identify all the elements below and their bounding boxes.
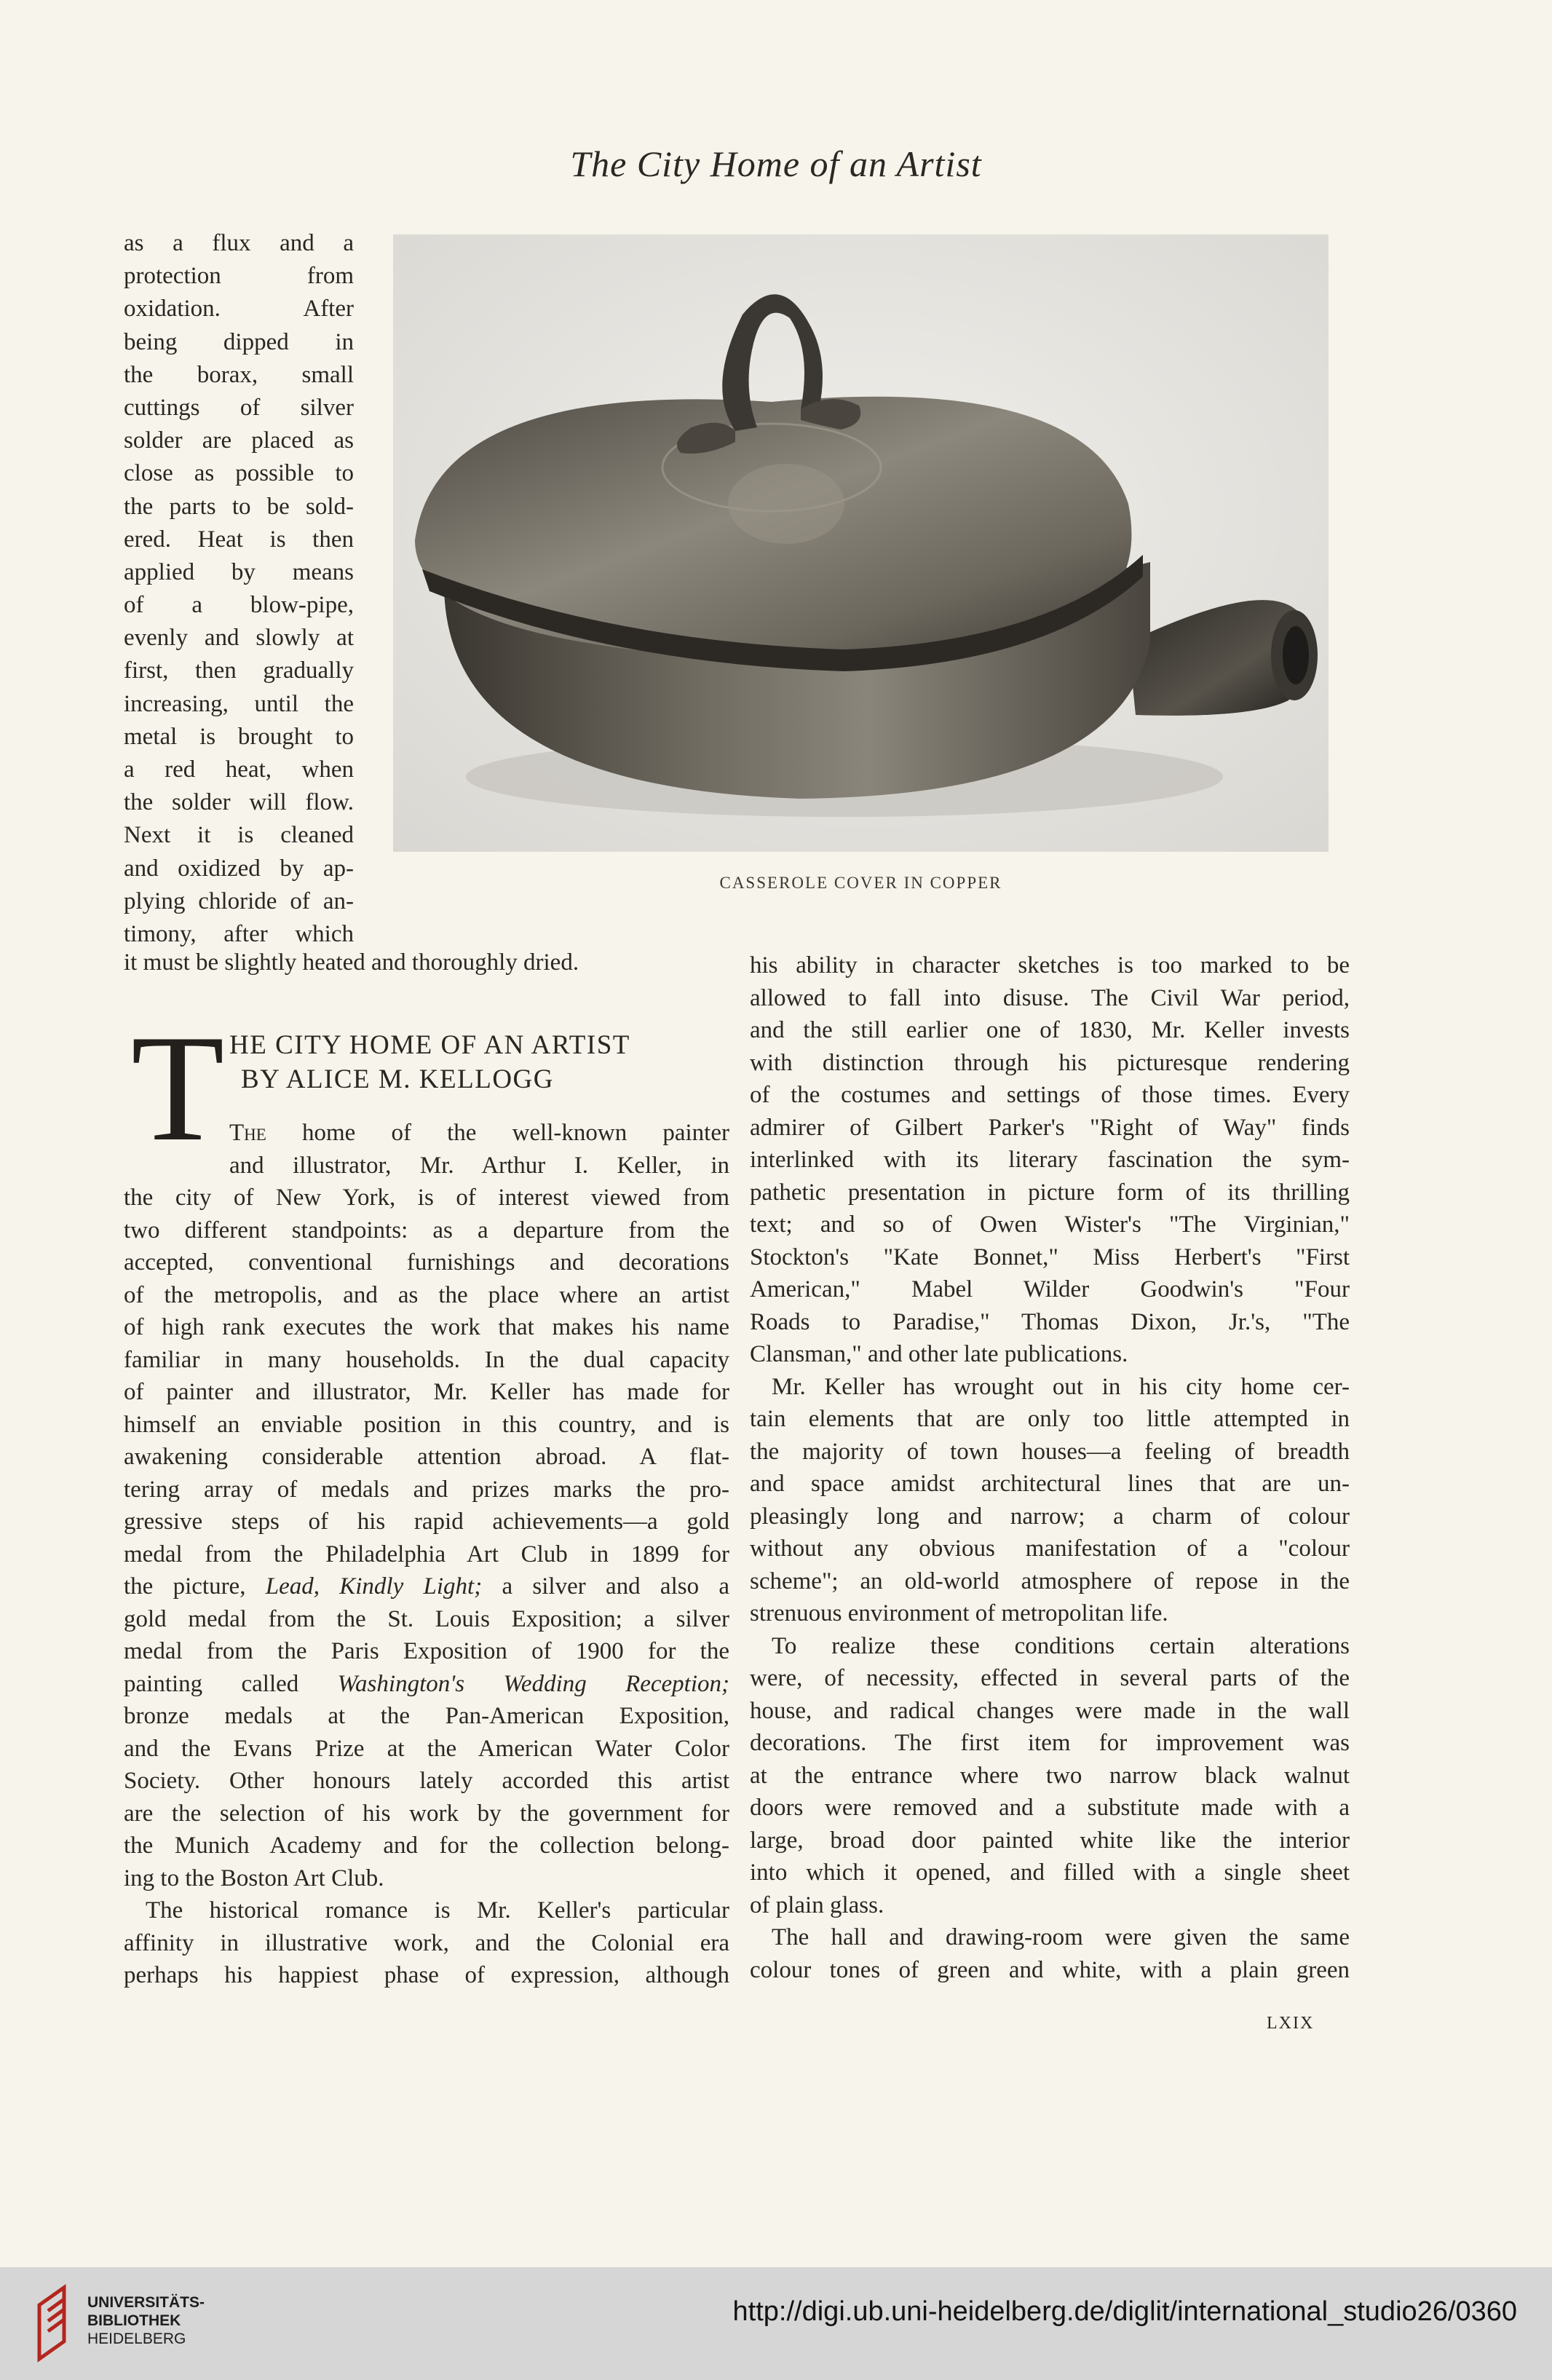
text-line bbox=[750, 1371, 1350, 1404]
text-line: timony, after which bbox=[124, 920, 354, 947]
text-line: evenly and slowly at bbox=[124, 625, 354, 652]
text-run: Roads to Paradise," Thomas Dixon, Jr.'s, "The bbox=[750, 1308, 1350, 1335]
text-line: plying chloride of an- bbox=[124, 887, 354, 914]
text-line bbox=[750, 1436, 1350, 1468]
text-line: the solder will flow. bbox=[124, 789, 354, 816]
right-column bbox=[750, 949, 1350, 1986]
text-line bbox=[750, 1209, 1350, 1241]
text-run: house, and radical changes were made in the wall bbox=[750, 1697, 1350, 1724]
text-run: medal from the Paris Exposition of 1900 for the bbox=[124, 1638, 729, 1664]
text-line bbox=[750, 1338, 1350, 1371]
text-line bbox=[750, 1144, 1350, 1177]
text-run: decorations. The first item for improvement was bbox=[750, 1730, 1350, 1756]
text-line bbox=[750, 1662, 1350, 1695]
text-line bbox=[750, 982, 1350, 1015]
text-run: accepted, conventional furnishings and decorations bbox=[124, 1249, 729, 1276]
text-run: Mr. Keller has wrought out in his city home cer- bbox=[772, 1373, 1350, 1400]
text-line bbox=[124, 1474, 729, 1506]
text-run: and the still earlier one of 1830, Mr. Keller invests bbox=[750, 1017, 1350, 1043]
text-line bbox=[124, 1668, 729, 1701]
text-line bbox=[124, 1894, 729, 1927]
text-line bbox=[750, 1501, 1350, 1533]
text-line bbox=[750, 1241, 1350, 1274]
text-line: as a flux and a bbox=[124, 230, 354, 256]
text-run: into which it opened, and filled with a single sheet bbox=[750, 1859, 1350, 1886]
text-line bbox=[750, 1112, 1350, 1144]
text-run: tering array of medals and prizes marks the pro- bbox=[124, 1476, 729, 1503]
text-run: the Munich Academy and for the collection belong- bbox=[124, 1833, 729, 1859]
text-line bbox=[124, 1214, 729, 1247]
text-run: scheme"; an old-world atmosphere of repose in the bbox=[750, 1567, 1350, 1594]
text-line bbox=[750, 1792, 1350, 1824]
running-head: The City Home of an Artist bbox=[570, 143, 982, 184]
text-line: close as possible to bbox=[124, 460, 354, 487]
text-line bbox=[750, 1273, 1350, 1306]
text-run: his ability in character sketches is too marked to be bbox=[750, 952, 1350, 979]
byline: BY ALICE M. KELLOGG bbox=[241, 1064, 554, 1094]
text-run: of plain glass. bbox=[750, 1891, 884, 1918]
text-line bbox=[750, 1177, 1350, 1209]
text-line bbox=[750, 1954, 1350, 1987]
text-run: the picture, bbox=[124, 1573, 266, 1600]
text-run: of the costumes and settings of those times. Every bbox=[750, 1082, 1350, 1108]
library-footer bbox=[0, 2267, 1552, 2380]
text-line: the borax, small bbox=[124, 361, 354, 388]
text-line bbox=[124, 1150, 729, 1182]
text-line bbox=[750, 1014, 1350, 1047]
source-url-link[interactable]: http://digi.ub.uni-heidelberg.de/diglit/international_studio26/0360 bbox=[732, 2296, 1517, 2327]
italic-title: Washington's Wedding Reception; bbox=[337, 1670, 729, 1697]
text-line bbox=[750, 1403, 1350, 1436]
text-run: Clansman," and other late publications. bbox=[750, 1341, 1128, 1367]
text-line bbox=[750, 1695, 1350, 1728]
text-line bbox=[750, 1921, 1350, 1954]
text-line bbox=[750, 1597, 1350, 1630]
text-run: pathetic presentation in picture form of its thrilling bbox=[750, 1179, 1350, 1206]
text-run: pleasingly long and narrow; a charm of colour bbox=[750, 1503, 1350, 1530]
text-line bbox=[750, 1047, 1350, 1080]
text-line bbox=[750, 1533, 1350, 1565]
text-line bbox=[124, 1117, 729, 1150]
text-run: awakening considerable attention abroad. A flat- bbox=[124, 1444, 729, 1470]
text-line: cuttings of silver bbox=[124, 394, 354, 421]
text-run: the city of New York, is of interest viewed from bbox=[124, 1185, 729, 1211]
text-run: and space amidst architectural lines that are un- bbox=[750, 1471, 1350, 1497]
drop-cap: T bbox=[131, 1004, 225, 1173]
text-run: Stockton's "Kate Bonnet," Miss Herbert's "First bbox=[750, 1244, 1350, 1270]
text-line bbox=[124, 1279, 729, 1312]
text-run: medal from the Philadelphia Art Club in 1899 for bbox=[124, 1541, 729, 1567]
text-run: home of the well-known painter bbox=[266, 1120, 729, 1146]
title-line: HE CITY HOME OF AN ARTIST bbox=[229, 1030, 630, 1060]
text-run: without any obvious manifestation of a "colour bbox=[750, 1535, 1350, 1562]
text-run: himself an enviable position in this country, and is bbox=[124, 1411, 729, 1438]
text-line bbox=[124, 1635, 729, 1668]
text-run: strenuous environment of metropolitan life. bbox=[750, 1600, 1168, 1626]
photo-caption: CASSEROLE COVER IN COPPER bbox=[719, 874, 1002, 892]
text-line bbox=[124, 1959, 729, 1992]
text-line bbox=[124, 1927, 729, 1960]
text-run: and the Evans Prize at the American Water Color bbox=[124, 1735, 729, 1762]
text-line bbox=[750, 949, 1350, 982]
text-line: oxidation. After bbox=[124, 296, 354, 323]
text-line: being dipped in bbox=[124, 328, 354, 355]
text-line bbox=[124, 1798, 729, 1830]
text-run: To realize these conditions certain alterations bbox=[772, 1632, 1350, 1659]
text-line: of a blow-pipe, bbox=[124, 592, 354, 619]
text-run: two different standpoints: as a departure from the bbox=[124, 1217, 729, 1244]
text-run: tain elements that are only too little attempted in bbox=[750, 1406, 1350, 1432]
text-run: with distinction through his picturesque rendering bbox=[750, 1049, 1350, 1076]
text-line bbox=[124, 1311, 729, 1344]
text-line bbox=[750, 1760, 1350, 1792]
text-line: first, then gradually bbox=[124, 657, 354, 684]
text-line bbox=[124, 1862, 729, 1895]
text-run: at the entrance where two narrow black walnut bbox=[750, 1762, 1350, 1789]
text-line bbox=[124, 1344, 729, 1377]
text-run: the majority of town houses—a feeling of breadth bbox=[750, 1438, 1350, 1465]
text-run: Society. Other honours lately accorded this artist bbox=[124, 1768, 729, 1794]
side-paragraph bbox=[124, 227, 354, 951]
text-run: colour tones of green and white, with a plain green bbox=[750, 1956, 1350, 1983]
text-line bbox=[750, 1468, 1350, 1501]
text-run: interlinked with its literary fascination the sym- bbox=[750, 1147, 1350, 1173]
text-run: admirer of Gilbert Parker's "Right of Way" finds bbox=[750, 1114, 1350, 1141]
text-line bbox=[750, 1857, 1350, 1889]
text-line: the parts to be sold- bbox=[124, 493, 354, 520]
text-run: American," Mabel Wilder Goodwin's "Four bbox=[750, 1276, 1350, 1302]
text-line: a red heat, when bbox=[124, 756, 354, 783]
text-run: perhaps his happiest phase of expression, although bbox=[124, 1962, 729, 1988]
text-line bbox=[750, 1824, 1350, 1857]
library-line: HEIDELBERG bbox=[87, 2330, 186, 2347]
text-run: text; and so of Owen Wister's "The Virginian," bbox=[750, 1211, 1350, 1238]
text-line bbox=[124, 1570, 729, 1603]
text-line: ered. Heat is then bbox=[124, 526, 354, 553]
text-run: gressive steps of his rapid achievements—a gold bbox=[124, 1509, 729, 1535]
text-run: gold medal from the St. Louis Exposition; a silver bbox=[124, 1605, 729, 1632]
text-line bbox=[124, 1506, 729, 1538]
text-line bbox=[124, 1441, 729, 1474]
text-line bbox=[750, 1079, 1350, 1112]
library-name bbox=[87, 2293, 205, 2348]
text-line: applied by means bbox=[124, 558, 354, 585]
text-line bbox=[750, 1889, 1350, 1922]
text-run: of painter and illustrator, Mr. Keller has made for bbox=[124, 1379, 729, 1405]
text-line bbox=[124, 1830, 729, 1862]
text-run: of high rank executes the work that makes his name bbox=[124, 1314, 729, 1340]
text-line bbox=[750, 1565, 1350, 1598]
text-line bbox=[124, 1765, 729, 1798]
text-run: familiar in many households. In the dual capacity bbox=[124, 1346, 729, 1373]
text-line bbox=[124, 1376, 729, 1409]
small-caps-word: The bbox=[229, 1120, 266, 1146]
text-run: a silver and also a bbox=[482, 1573, 729, 1600]
article-title bbox=[229, 1028, 630, 1096]
text-run: large, broad door painted white like the interior bbox=[750, 1827, 1350, 1854]
text-line bbox=[750, 1306, 1350, 1339]
text-line: metal is brought to bbox=[124, 723, 354, 750]
text-line bbox=[124, 1538, 729, 1571]
text-line: protection from bbox=[124, 263, 354, 290]
library-line: BIBLIOTHEK bbox=[87, 2312, 181, 2329]
text-line bbox=[124, 1409, 729, 1442]
text-line bbox=[124, 1603, 729, 1636]
italic-title: Lead, Kindly Light; bbox=[265, 1573, 483, 1600]
paragraph-closing-line: it must be slightly heated and thoroughly dried. bbox=[124, 949, 579, 976]
text-run: affinity in illustrative work, and the Colonial era bbox=[124, 1929, 729, 1956]
text-line: increasing, until the bbox=[124, 690, 354, 717]
text-run: painting called bbox=[124, 1670, 338, 1697]
text-run: are the selection of his work by the government for bbox=[124, 1800, 729, 1827]
text-run: were, of necessity, effected in several parts of the bbox=[750, 1665, 1350, 1691]
casserole-illustration bbox=[393, 234, 1329, 852]
text-line: Next it is cleaned bbox=[124, 822, 354, 849]
text-line bbox=[750, 1727, 1350, 1760]
text-line bbox=[124, 1733, 729, 1766]
text-run: ing to the Boston Art Club. bbox=[124, 1865, 384, 1891]
text-run: allowed to fall into disuse. The Civil War period, bbox=[750, 984, 1350, 1011]
text-line: solder are placed as bbox=[124, 427, 354, 454]
page-number: LXIX bbox=[1267, 2014, 1315, 2033]
text-run: The historical romance is Mr. Keller's particular bbox=[146, 1897, 729, 1924]
text-line bbox=[124, 1700, 729, 1733]
casserole-photo bbox=[393, 234, 1329, 852]
text-run: of the metropolis, and as the place where an artist bbox=[124, 1281, 729, 1308]
text-line: and oxidized by ap- bbox=[124, 855, 354, 882]
text-run: bronze medals at the Pan-American Exposition, bbox=[124, 1703, 729, 1729]
text-line bbox=[750, 1630, 1350, 1663]
text-run: doors were removed and a substitute made with a bbox=[750, 1795, 1350, 1821]
text-run: The hall and drawing-room were given the same bbox=[772, 1924, 1350, 1950]
text-line bbox=[124, 1246, 729, 1279]
text-run: and illustrator, Mr. Arthur I. Keller, in bbox=[229, 1152, 729, 1179]
library-line: UNIVERSITÄTS- bbox=[87, 2294, 205, 2311]
left-column bbox=[124, 1117, 729, 1992]
text-line bbox=[124, 1182, 729, 1214]
